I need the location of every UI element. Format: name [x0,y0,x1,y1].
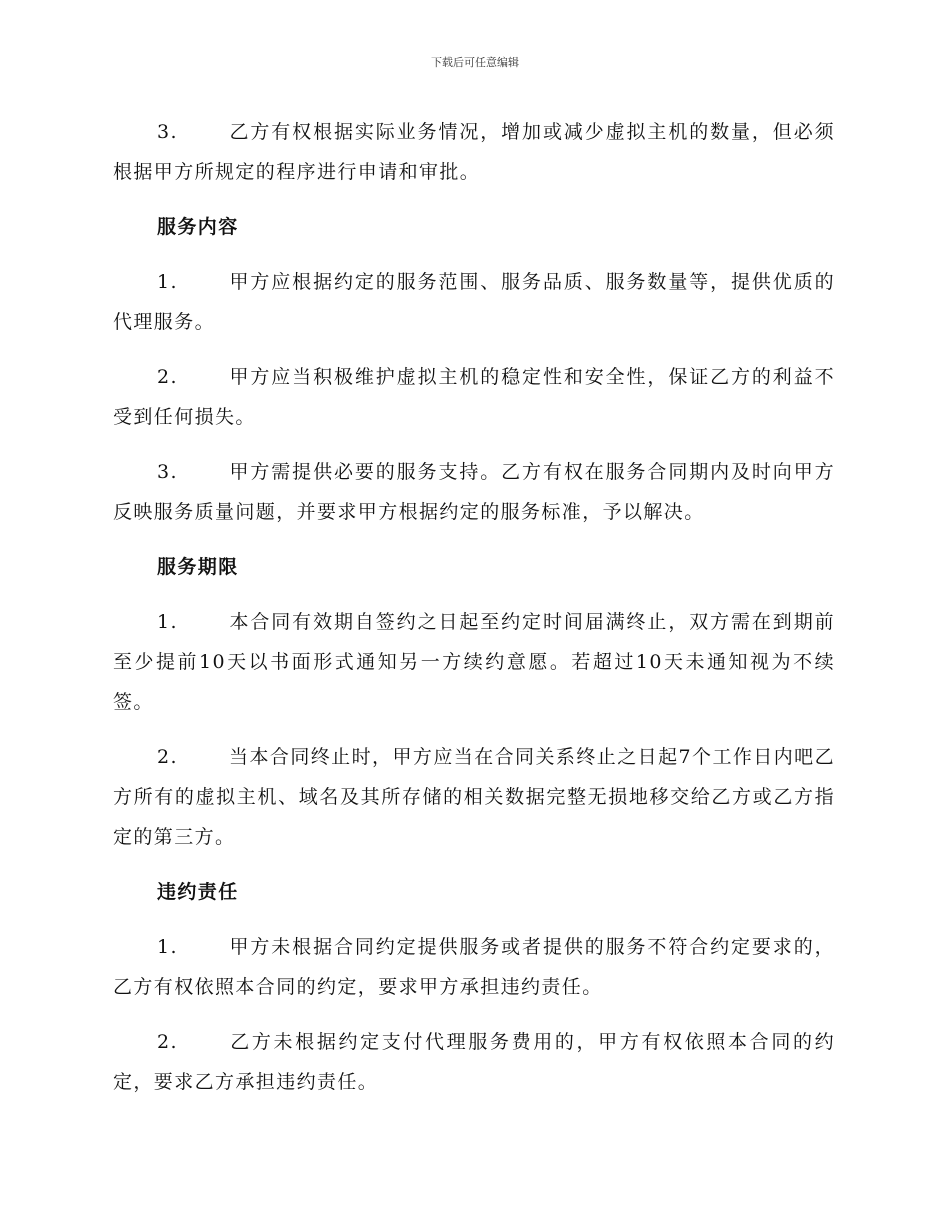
clause-text: 乙方未根据约定支付代理服务费用的，甲方有权依照本合同的约定，要求乙方承担违约责任。 [113,1031,835,1093]
clause-paragraph [113,927,835,1007]
clause-paragraph [113,357,835,437]
clause-text: 当本合同终止时，甲方应当在合同关系终止之日起7个工作日内吧乙方所有的虚拟主机、域名及其所存储的相关数据完整无损地移交给乙方或乙方指定的第三方。 [113,746,835,848]
section-heading: 违约责任 [157,881,239,903]
clause-number: 1. [157,936,178,958]
section-heading: 服务内容 [157,216,239,238]
clause-number: 1. [157,611,178,633]
clause-paragraph [113,602,835,722]
clause-paragraph [113,112,835,192]
clause-number: 3. [157,461,178,483]
clause-text: 甲方应当积极维护虚拟主机的稳定性和安全性，保证乙方的利益不受到任何损失。 [113,366,835,428]
clause-text: 乙方有权根据实际业务情况，增加或减少虚拟主机的数量，但必须根据甲方所规定的程序进行申请和审批。 [113,121,835,183]
clause-text: 本合同有效期自签约之日起至约定时间届满终止，双方需在到期前至少提前10天以书面形式通知另一方续约意愿。若超过10天未通知视为不续签。 [113,611,835,713]
section-heading: 服务期限 [157,556,239,578]
clause-paragraph [113,452,835,532]
clause-number: 1. [157,271,178,293]
clause-text: 甲方需提供必要的服务支持。乙方有权在服务合同期内及时向甲方反映服务质量问题，并要求甲方根据约定的服务标准，予以解决。 [113,461,835,523]
clause-paragraph [113,262,835,342]
clause-text: 甲方未根据合同约定提供服务或者提供的服务不符合约定要求的，乙方有权依照本合同的约定，要求甲方承担违约责任。 [113,936,835,998]
clause-number: 2. [157,366,178,388]
clause-paragraph [113,737,835,857]
page-header: 下载后可任意编辑 [431,56,519,69]
clause-number: 2. [157,746,178,768]
clause-text: 甲方应根据约定的服务范围、服务品质、服务数量等，提供优质的代理服务。 [113,271,835,333]
clause-paragraph [113,1022,835,1102]
clause-number: 3. [157,121,178,143]
clause-number: 2. [157,1031,178,1053]
document-body [113,112,835,1117]
